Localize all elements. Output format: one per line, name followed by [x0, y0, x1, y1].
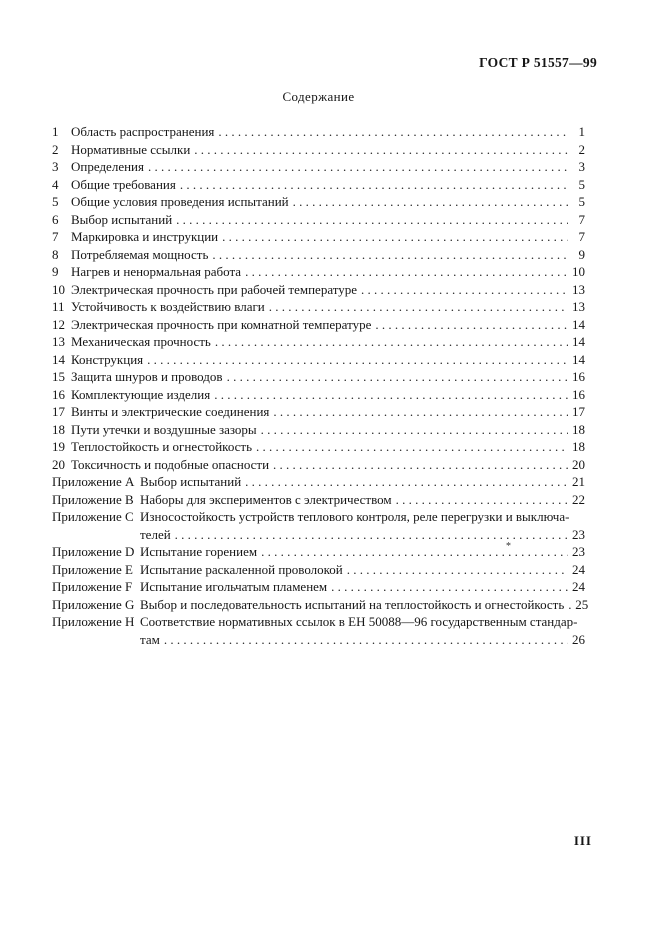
toc-entry-page: 14	[572, 334, 585, 349]
dot-leader	[176, 176, 568, 194]
toc-entry	[52, 421, 585, 439]
toc-entry-number: 7	[52, 229, 59, 244]
toc-entry-page: 17	[572, 404, 585, 419]
toc-entry-title: Износостойкость устройств теплового контроля, реле перегрузки и выключа-	[140, 509, 570, 524]
toc-sections	[52, 123, 585, 473]
toc-entry-page: 16	[572, 386, 585, 402]
toc-entry	[52, 228, 585, 246]
toc-entry-number: 9	[52, 264, 59, 279]
table-of-contents	[52, 123, 589, 648]
dot-leader	[208, 246, 568, 264]
toc-entry	[52, 386, 585, 404]
toc-appendix-row	[52, 543, 585, 561]
toc-entry-title: Выбор испытаний	[140, 474, 242, 489]
toc-entry-page: 5	[578, 194, 585, 209]
toc-entry-page: 7	[578, 211, 585, 227]
toc-entry	[52, 438, 585, 456]
toc-appendix-row	[52, 473, 585, 491]
toc-entry-page: 14	[572, 351, 585, 367]
page-title: Содержание	[282, 89, 355, 104]
toc-entry-number: 6	[52, 211, 59, 227]
toc-entry-page: 25	[575, 596, 589, 612]
toc-entry	[52, 193, 585, 211]
dot-leader	[269, 403, 568, 421]
appendix-label: Приложение G	[52, 596, 135, 612]
dot-leader	[144, 158, 568, 176]
toc-entry-page: 13	[572, 281, 585, 297]
toc-appendix-entry	[52, 473, 585, 491]
toc-entry-page: 26	[572, 631, 585, 647]
dot-leader	[223, 368, 568, 386]
toc-entry-title: Определения	[71, 159, 144, 174]
toc-entry-title: Нагрев и ненормальная работа	[71, 264, 242, 279]
toc-entry-page: 23	[572, 544, 585, 559]
toc-entry-number: 20	[52, 456, 65, 472]
toc-appendix-row	[52, 508, 585, 526]
toc-entry-number: 4	[52, 176, 59, 192]
toc-entry-title: Общие условия проведения испытаний	[71, 194, 289, 209]
dot-leader	[218, 228, 568, 246]
toc-entry-page: 2	[578, 141, 585, 157]
toc-entry	[52, 141, 585, 159]
toc-entry-page: 9	[578, 246, 585, 262]
toc-entry	[52, 351, 585, 369]
toc-entry-number: 12	[52, 316, 65, 332]
appendix-label: Приложение B	[52, 491, 134, 507]
toc-entry-page: 14	[572, 316, 585, 332]
toc-appendix-row	[52, 578, 585, 596]
toc-appendix-entry	[52, 596, 589, 614]
toc-appendix-entry	[52, 491, 585, 509]
dot-leader	[257, 543, 568, 561]
toc-entry-number: 13	[52, 334, 65, 349]
toc-entry-title-continued: там	[140, 631, 160, 647]
toc-entry-number: 15	[52, 369, 65, 384]
dot-leader	[214, 123, 568, 141]
toc-entry	[52, 158, 585, 176]
toc-entry-title: Электрическая прочность при рабочей температуре	[71, 281, 358, 297]
toc-entry-title: Область распространения	[71, 124, 215, 139]
toc-entry-number: 3	[52, 159, 59, 174]
dot-leader	[327, 578, 568, 596]
toc-entry-title: Потребляемая мощность	[71, 246, 209, 262]
toc-appendix-row	[52, 613, 585, 631]
toc-entry-title-continued: телей	[140, 526, 171, 542]
toc-entry-title: Нормативные ссылки	[71, 141, 191, 157]
toc-entry-number: 10	[52, 281, 65, 297]
toc-entry-title: Испытание игольчатым пламенем	[140, 579, 328, 594]
appendix-label: Приложение C	[52, 509, 134, 524]
toc-entry-page: 18	[572, 439, 585, 454]
toc-appendix-row-continued	[52, 631, 585, 649]
toc-entry	[52, 316, 585, 334]
toc-entry-number: 18	[52, 421, 65, 437]
toc-entry-number: 2	[52, 141, 59, 157]
dot-leader	[252, 438, 568, 456]
dot-leader	[343, 561, 568, 579]
dot-leader	[392, 491, 568, 509]
toc-entry-number: 17	[52, 404, 65, 419]
dot-leader	[564, 596, 571, 614]
dot-leader	[289, 193, 568, 211]
document-code: ГОСТ Р 51557—99	[479, 55, 597, 70]
toc-entry-page: 24	[572, 561, 585, 577]
toc-entry-number: 1	[52, 124, 59, 139]
toc-appendices	[52, 473, 589, 648]
toc-entry-title: Устойчивость к воздействию влаги	[71, 299, 265, 314]
toc-appendix-entry	[52, 543, 585, 561]
toc-entry-number: 19	[52, 439, 65, 454]
toc-entry-title: Пути утечки и воздушные зазоры	[71, 421, 257, 437]
dot-leader	[160, 631, 568, 649]
appendix-label: Приложение E	[52, 561, 133, 577]
toc-entry-title: Защита шнуров и проводов	[71, 369, 223, 384]
toc-entry-number: 14	[52, 351, 65, 367]
toc-entry	[52, 176, 585, 194]
toc-entry-page: 23	[572, 526, 585, 542]
toc-entry-title: Конструкция	[71, 351, 144, 367]
toc-appendix-entry	[52, 613, 585, 648]
toc-entry-title: Соответствие нормативных ссылок в ЕН 50088—96 государственным стандар-	[140, 614, 578, 629]
toc-appendix-row	[52, 596, 589, 614]
toc-entry-title: Винты и электрические соединения	[71, 404, 270, 419]
dot-leader	[265, 298, 568, 316]
toc-entry	[52, 403, 585, 421]
toc-appendix-row	[52, 561, 585, 579]
toc-entry-title: Маркировка и инструкции	[71, 229, 219, 244]
dot-leader	[241, 263, 568, 281]
toc-entry-page: 7	[578, 229, 585, 244]
dot-leader	[143, 351, 568, 369]
toc-entry-page: 16	[572, 369, 585, 384]
dot-leader	[371, 316, 568, 334]
page-number: III	[573, 833, 592, 848]
toc-entry-number: 8	[52, 246, 59, 262]
toc-entry	[52, 281, 585, 299]
appendix-label: Приложение F	[52, 579, 133, 594]
toc-entry-title: Электрическая прочность при комнатной температуре	[71, 316, 372, 332]
toc-entry-page: 13	[572, 299, 585, 314]
toc-entry-page: 18	[572, 421, 585, 437]
toc-entry-title: Наборы для экспериментов с электричеством	[140, 491, 392, 507]
dot-leader	[257, 421, 568, 439]
toc-entry-title: Теплостойкость и огнестойкость	[71, 439, 253, 454]
dot-leader	[210, 386, 568, 404]
toc-entry-title: Выбор и последовательность испытаний на теплостойкость и огнестойкость	[140, 596, 565, 612]
toc-entry-title: Испытание раскаленной проволокой	[140, 561, 343, 577]
dot-leader	[357, 281, 568, 299]
toc-entry	[52, 456, 585, 474]
scan-artifact-mark: *	[506, 541, 511, 552]
toc-entry-title: Токсичность и подобные опасности	[71, 456, 270, 472]
toc-appendix-entry	[52, 578, 585, 596]
toc-entry-title: Выбор испытаний	[71, 211, 173, 227]
toc-entry	[52, 246, 585, 264]
appendix-label: Приложение D	[52, 544, 135, 559]
toc-entry	[52, 333, 585, 351]
toc-entry-page: 3	[578, 159, 585, 174]
toc-entry-title: Испытание горением	[140, 544, 258, 559]
appendix-label: Приложение H	[52, 614, 135, 629]
dot-leader	[172, 211, 568, 229]
dot-leader	[211, 333, 568, 351]
appendix-label: Приложение A	[52, 474, 135, 489]
toc-entry-number: 11	[52, 299, 65, 314]
toc-entry	[52, 263, 585, 281]
toc-entry-page: 10	[572, 264, 585, 279]
toc-entry	[52, 368, 585, 386]
dot-leader	[190, 141, 568, 159]
toc-entry-page: 5	[578, 176, 585, 192]
toc-entry-title: Механическая прочность	[71, 334, 211, 349]
dot-leader	[269, 456, 568, 474]
toc-entry-number: 16	[52, 386, 65, 402]
toc-entry	[52, 211, 585, 229]
toc-entry-title: Общие требования	[71, 176, 176, 192]
dot-leader	[241, 473, 568, 491]
toc-entry	[52, 298, 585, 316]
toc-entry	[52, 123, 585, 141]
toc-entry-page: 24	[572, 579, 585, 594]
toc-entry-number: 5	[52, 194, 59, 209]
toc-appendix-row	[52, 491, 585, 509]
toc-entry-page: 22	[572, 491, 585, 507]
toc-entry-title: Комплектующие изделия	[71, 386, 211, 402]
toc-entry-page: 1	[578, 124, 585, 139]
toc-entry-page: 21	[572, 474, 585, 489]
toc-entry-page: 20	[572, 456, 585, 472]
toc-appendix-entry	[52, 561, 585, 579]
